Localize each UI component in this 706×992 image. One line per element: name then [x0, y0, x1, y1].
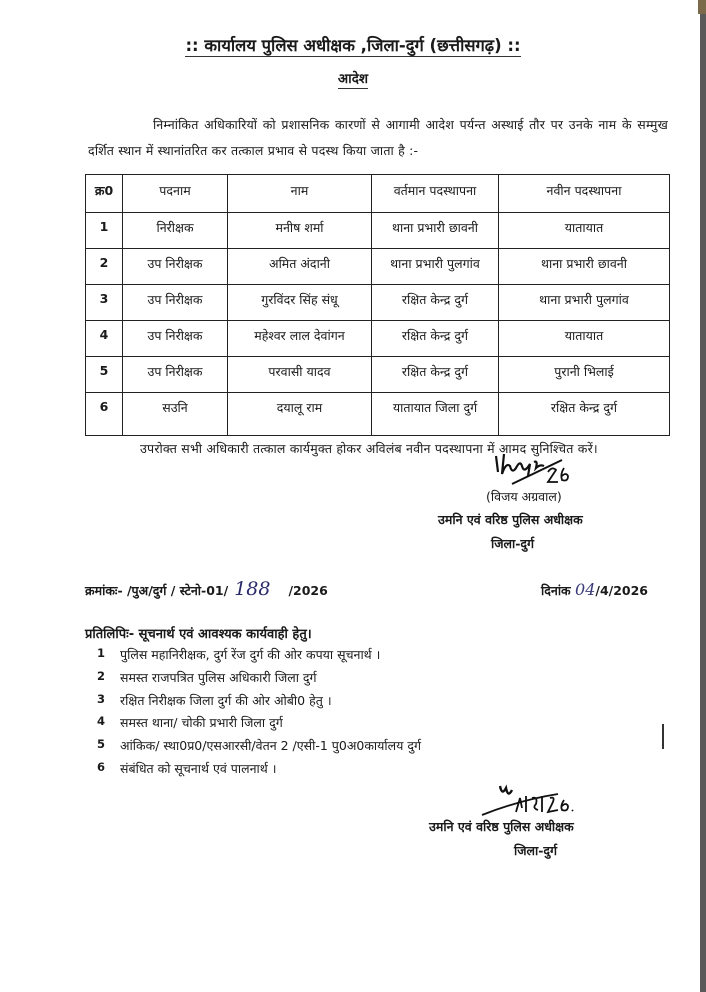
- copy-to-item: [97, 714, 421, 737]
- cell-designation: उप निरीक्षक: [123, 321, 228, 357]
- cell-serial: 2: [86, 249, 123, 285]
- cell-new-posting: रक्षित केन्द्र दुर्ग: [499, 393, 670, 436]
- copy-to-item-number: 1: [97, 646, 106, 660]
- copy-to-item-text: समस्त राजपत्रित पुलिस अधिकारी जिला दुर्ग: [120, 669, 317, 685]
- signature-2: [480, 784, 590, 816]
- copy-to-item: [97, 737, 421, 760]
- scan-corner: [698, 0, 706, 14]
- signatory-name: (विजय अग्रवाल): [486, 489, 562, 504]
- order-title: आदेश: [337, 71, 369, 87]
- column-header-name: नाम: [228, 175, 372, 213]
- table-row: [86, 213, 670, 249]
- date-day-handwritten: 04: [575, 580, 596, 599]
- table-row: [86, 285, 670, 321]
- copy-to-item-number: 5: [97, 737, 106, 752]
- cell-serial: 4: [86, 321, 123, 357]
- cell-designation: उप निरीक्षक: [123, 249, 228, 285]
- copy-to-list: [97, 646, 421, 783]
- copy-to-item-text: पुलिस महानिरीक्षक, दुर्ग रेंज दुर्ग की ओर कपया सूचनार्थ ।: [120, 647, 381, 662]
- signatory-designation: उमनि एवं वरिष्ठ पुलिस अधीक्षक: [438, 512, 583, 527]
- memo-year: /2026: [288, 583, 328, 598]
- copy-to-item-text: समस्त थाना/ चोकी प्रभारी जिला दुर्ग: [120, 715, 283, 731]
- cell-current-posting: थाना प्रभारी पुलगांव: [372, 249, 499, 285]
- memo-number: [85, 578, 328, 600]
- column-header-serial: क्र0: [86, 175, 123, 213]
- cell-designation: निरीक्षक: [123, 213, 228, 249]
- copy-to-item-text: रक्षित निरीक्षक जिला दुर्ग की ओर ओबी0 हेतु ।: [120, 692, 332, 708]
- cell-new-posting: पुरानी भिलाई: [499, 357, 670, 393]
- cell-new-posting: थाना प्रभारी छावनी: [499, 249, 670, 285]
- cell-current-posting: यातायात जिला दुर्ग: [372, 393, 499, 436]
- signatory-2-district: जिला-दुर्ग: [514, 843, 558, 858]
- signatory-district: जिला-दुर्ग: [491, 536, 535, 551]
- closing-instruction: उपरोक्त सभी अधिकारी तत्काल कार्यमुक्त होकर अविलंब नवीन पदस्थापना में आमद सुनिश्चित करें।: [140, 441, 598, 456]
- signatory-2-designation: उमनि एवं वरिष्ठ पुलिस अधीक्षक: [429, 819, 574, 834]
- date-rest: /4/2026: [595, 583, 648, 598]
- copy-to-item: [97, 646, 421, 669]
- table-row: [86, 393, 670, 436]
- copy-to-item-number: 3: [97, 691, 106, 706]
- cell-name: मनीष शर्मा: [228, 213, 372, 249]
- signature-1: [490, 452, 570, 486]
- transfer-table: [85, 174, 670, 436]
- intro-paragraph: निम्नांकित अधिकारियों को प्रशासनिक कारणों से आगामी आदेश पर्यन्त अस्थाई तौर पर उनके नाम के सम्मुख दर्शित स्थान में स्थानांतरित कर तत्काल प्रभाव से पदस्थ किया जाता है :-: [88, 117, 668, 158]
- cell-serial: 1: [86, 213, 123, 249]
- cell-designation: उप निरीक्षक: [123, 285, 228, 321]
- column-header-current-posting: वर्तमान पदस्थापना: [372, 175, 499, 213]
- memo-number-handwritten: 188: [234, 578, 271, 600]
- memo-date: [541, 580, 648, 599]
- copy-to-item-number: 4: [97, 714, 106, 729]
- column-header-designation: पदनाम: [123, 175, 228, 213]
- date-label: दिनांक: [541, 583, 571, 598]
- copy-to-item-text: संबंधित को सूचनार्थ एवं पालनार्थ ।: [120, 760, 277, 776]
- table-row: [86, 249, 670, 285]
- copy-to-item: [97, 760, 421, 783]
- copy-to-item-number: 2: [97, 668, 106, 683]
- copy-to-item: [97, 692, 421, 715]
- margin-mark: [662, 724, 664, 749]
- cell-serial: 6: [86, 393, 123, 436]
- cell-serial: 5: [86, 357, 123, 393]
- column-header-new-posting: नवीन पदस्थापना: [499, 175, 670, 213]
- cell-name: अमित अंदानी: [228, 249, 372, 285]
- cell-serial: 3: [86, 285, 123, 321]
- scan-edge: [700, 0, 706, 992]
- cell-current-posting: रक्षित केन्द्र दुर्ग: [372, 321, 499, 357]
- cell-designation: सउनि: [123, 393, 228, 436]
- cell-designation: उप निरीक्षक: [123, 357, 228, 393]
- cell-current-posting: रक्षित केन्द्र दुर्ग: [372, 285, 499, 321]
- cell-new-posting: यातायात: [499, 321, 670, 357]
- cell-name: परवासी यादव: [228, 357, 372, 393]
- cell-name: गुरविंदर सिंह संधू: [228, 285, 372, 321]
- memo-label: क्रमांकः- /पुअ/दुर्ग / स्टेनो-01/: [85, 583, 229, 598]
- office-title: :: कार्यालय पुलिस अधीक्षक ,जिला-दुर्ग (छत्तीसगढ़) ::: [185, 36, 521, 55]
- table-header-row: [86, 175, 670, 213]
- cell-new-posting: यातायात: [499, 213, 670, 249]
- copy-to-heading: प्रतिलिपिः- सूचनार्थ एवं आवश्यक कार्यवाही हेतु।: [85, 627, 312, 642]
- copy-to-item-text: आंकिक/ स्था0प्र0/एसआरसी/वेतन 2 /एसी-1 पु0अ0कार्यालय दुर्ग: [120, 738, 422, 754]
- table-row: [86, 321, 670, 357]
- cell-new-posting: थाना प्रभारी पुलगांव: [499, 285, 670, 321]
- copy-to-item: [97, 669, 421, 692]
- cell-name: महेश्वर लाल देवांगन: [228, 321, 372, 357]
- cell-current-posting: थाना प्रभारी छावनी: [372, 213, 499, 249]
- cell-name: दयालू राम: [228, 393, 372, 436]
- table-row: [86, 357, 670, 393]
- copy-to-item-number: 6: [97, 759, 106, 774]
- cell-current-posting: रक्षित केन्द्र दुर्ग: [372, 357, 499, 393]
